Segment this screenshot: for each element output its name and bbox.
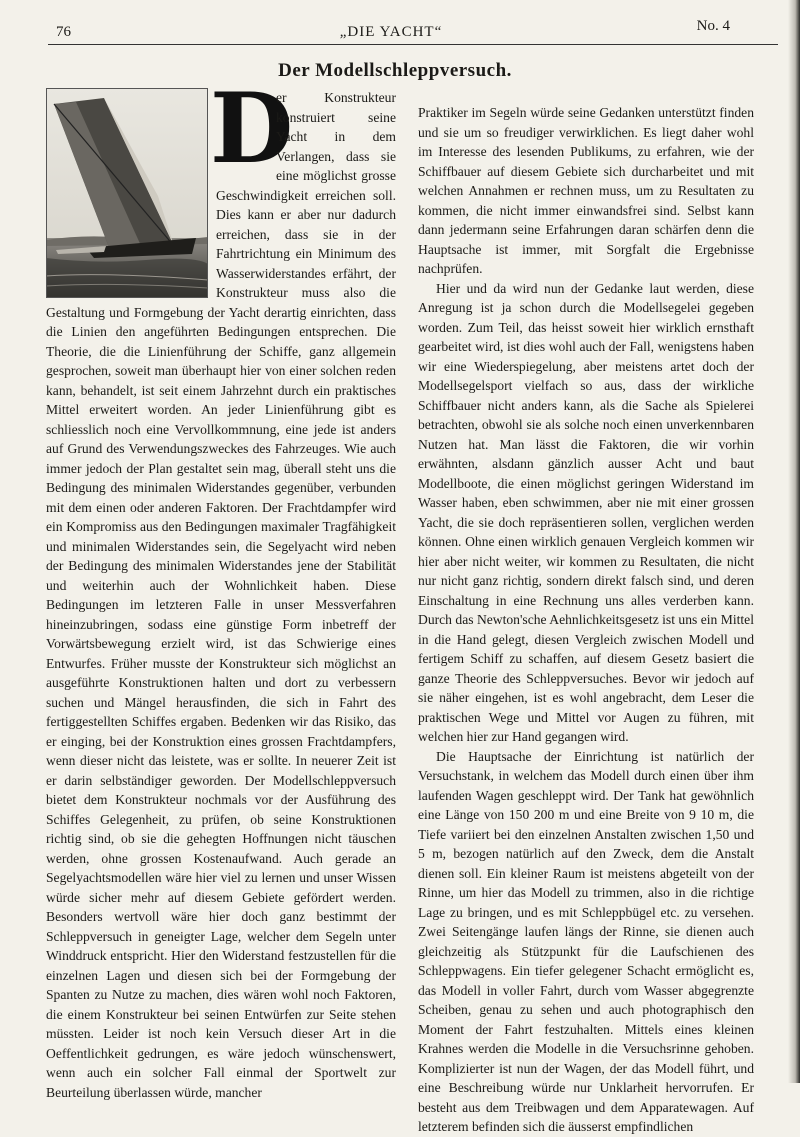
page-number: 76: [56, 24, 71, 40]
article-paragraph: er Konstrukteur konstruiert seine Yacht in dem Verlangen, dass sie eine möglichst grosse Geschwindigkeit erreichen soll. Dies kann er aber nur dadurch erreichen, dass sie in der Fahrtrichtung ein Minimum des Wasserwiderstandes erfährt, der Konstrukteur muss also die Gestaltung und Formgebung der Yacht derartig einrichten, dass die Linien den angeführten Bedingungen entsprechen. Die Theorie, die die Linienführung der Schiffe, ganz allgemein gesprochen, soweit man überhaupt hier von einer solchen reden kann, behandelt, ist seit einem Jahrzehnt durch ein praktisches Mittel erweitert worden. An jeder Linienführung gibt es schliesslich noch eine Vervollkommnung, eine jede ist anders auf Grund des Verwendungszweckes des Fahrzeuges. Wie auch immer jedoch der Plan gestaltet sein mag, überall steht uns die Bedingung des minimalen Widerstandes gegenüber, verbunden mit dem einen oder anderen Faktoren. Der Frachtdampfer wird ein Kompromiss aus den Bedingungen maximaler Tragfähigkeit und minimalen Widerstandes sein, die Segelyacht wird neben der Bedingung des minimalen Widerstandes jene der Stabilität und weiterhin auch der Wohnlichkeit haben. Diese Bedingungen im letzteren Falle in unser Messverfahren hineinzubringen, sodass eine günstige Form inbetreff der Vorwärtsbewegung erzielt wird, ist das Schwierige eines Entwurfes. Früher musste der Konstrukteur sich möglichst an ausgeführte Konstruktionen halten und dort zu verbessern suchen und Mängel herausfinden, die sich in Fahrt des fertiggestellten Schiffes ergaben. Bedenken wir das Risiko, das er einging, bei der Konstruktion eines grossen Frachtdampfers, wenn dieser nicht das leistete, was er sollte. In neuerer Zeit ist er darin selbständiger geworden. Der Modellschleppversuch bietet dem Konstrukteur nochmals vor der Ausführung des Schiffes Gelegenheit, zu prüfen, ob seine Konstruktionen richtig sind, ob sie die gehegten Hoffnungen nicht täuschen werden, ohne grossen Kostenaufwand. Auch gerade an Segelyachtsmodellen wäre hier viel zu lernen und unser Wissen würde sicher mehr auf diesem Gebiete gefördert werden. Besonders wertvoll wäre hier doch ganz bestimmt der Schleppversuch in geneigter Lage, welcher dem Segeln unter Winddruck entspricht. Hier den Widerstand festzustellen für die einzelnen Lagen und diesen sich bei der Formgebung der Spanten zu Nutze zu machen, dies wären wohl noch Faktoren, die einem Konstrukteur bei seinen Entwürfen zur Seite stehen müssten. Leider ist noch kein Versuch dieser Art in die Oeffentlichkeit gedrungen, es wäre jedoch wünschenswert, wenn auch ein solcher Fall einmal der Sportwelt zur Beurteilung überlassen würde, mancher: [46, 90, 396, 1100]
header-rule: [48, 44, 778, 45]
magazine-title: „DIE YACHT“: [339, 24, 443, 40]
right-column: [418, 103, 754, 1137]
running-header: [52, 16, 730, 42]
issue-number: No. 4: [696, 18, 730, 34]
article-paragraph: Die Hauptsache der Einrichtung ist natürlich der Versuchstank, in welchem das Modell durch einen über ihm laufenden Wagen geschleppt wird. Der Tank hat gewöhnlich eine Länge von 150 200 m und eine Breite von 9 10 m, die Tiefe variiert bei den einzelnen Anstalten zwischen 1,50 und 5 m, bezogen natürlich auf den Zweck, dem die Anstalt dienen soll. Ein kleiner Raum ist meistens abgeteilt von der Rinne, um hier das Modell zu trimmen, also in die richtige Lage zu bringen, und es mit Schleppbügel etc. zu versehen. Zwei Seitengänge laufen längs der Rinne, sie dienen auch gleichzeitig als Stützpunkt für die Laufschienen des Schleppwagens. Ein tiefer gelegener Schacht ermöglicht es, das Modell in voller Fahrt, durch vom Wasser abgegrenzte Scheiben, genau zu sehen und auch photographisch den Moment der Fahrt festzuhalten. Mittels eines kleinen Krahnes werden die Modelle in die Versuchsrinne gehoben. Komplizierter ist nun der Wagen, der das Modell führt, und eine Beschreibung würde nur Unklarheit hervorrufen. Er besteht aus dem Treibwagen und dem Apparatewagen. Auf letzterem befinden sich die äusserst empfindlichen: [418, 748, 754, 1134]
article-paragraph: Praktiker im Segeln würde seine Gedanken unterstützt finden und sie um so freudiger verwirklichen. Es liegt daher wohl im Interesse des lesenden Publikums, zu erfahren, wie der Schiffbauer auf diesem Gebiete sich durcharbeitet und mit welchen Annahmen er rechnen muss, um zu Resultaten zu kommen, die nicht immer einwandsfrei sind. Selbst kann dann jedermann seine Erfahrungen daran schärfen denn die Hauptsache ist immer, mit Sorgfalt die Ergebnisse nachprüfen.: [418, 105, 754, 276]
drop-cap: D: [210, 72, 294, 185]
left-column: [46, 72, 396, 1102]
article-paragraph: Hier und da wird nun der Gedanke laut werden, diese Anregung ist ja schon durch die Modellsegelei gegeben worden. Zum Teil, das heisst soweit hier wirklich ernsthaft gearbeitet wird, ist dies wohl auch der Fall, wenigstens haben wir eine Wiederspiegelung, aber meistens artet doch der Modellsegelsport vielfach so aus, dass der wirkliche Schiffbauer nicht anders kann, als die Sache als Spielerei betrachten, obwohl sie als solche noch einen unverkennbaren Nutzen hat. Man lässt die Faktoren, die wir vorhin erwähnten, alsdann gänzlich ausser Acht und baut Modellboote, die einen möglichst geringen Widerstand im Wasser haben, eben schwimmen, aber nie mit einer grossen Yacht, die sie doch repräsentieren sollen, verglichen werden können. Ohne einen wirklich genauen Vergleich kommen wir hier aber nicht weiter, wir kommen zu Resultaten, die nicht nur nicht ganz richtig, sondern direkt falsch sind, und deren Einschaltung in eine Rechnung uns alles verderben kann. Durch das Newton'sche Aehnlichkeitsgesetz ist uns ein Mittel in die Hand gelegt, diesen Vergleich zwischen Modell und fertigem Schiff zu schaffen, auf diesem Gesetz basiert die ganze Theorie des Schleppversuches. Bevor wir jedoch auf sie näher eingehen, ist es wohl angebracht, dem Leser die praktischen Wege und Mittel vor Augen zu führen, mit welchen hier zur Hand gegangen wird.: [418, 280, 754, 744]
sailing-yacht-photo: [46, 88, 208, 298]
article-title: Der Modellschleppversuch.: [278, 60, 512, 81]
page-edge-shadow: [788, 0, 800, 1083]
